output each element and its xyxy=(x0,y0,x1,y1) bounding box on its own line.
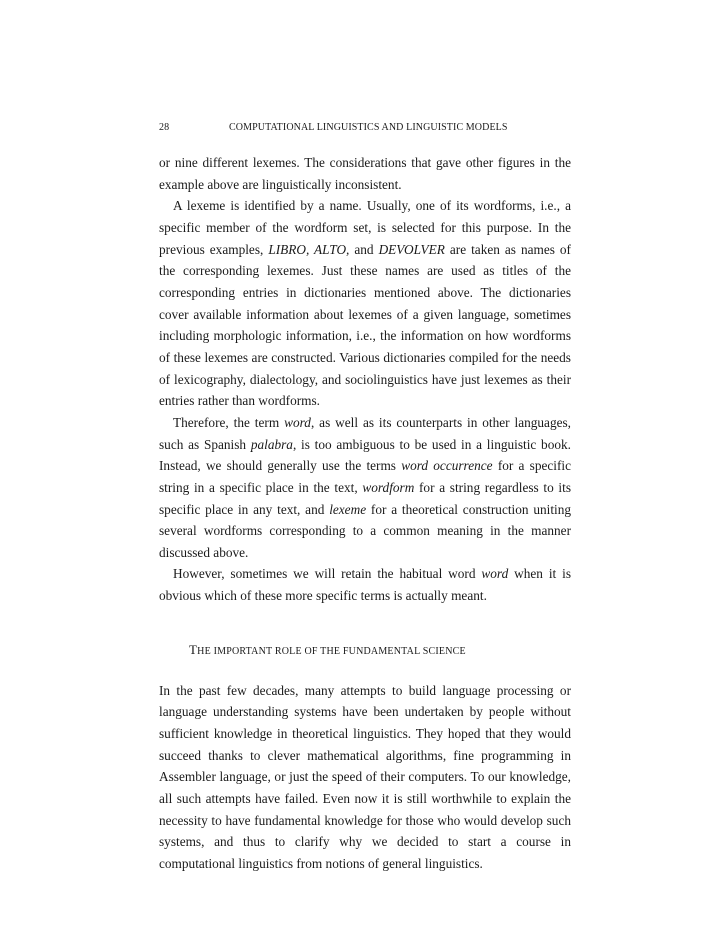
paragraph-3-text-1: Therefore, the term xyxy=(173,414,285,430)
paragraph-2-text-2: and xyxy=(349,241,379,257)
paragraph-3-emphasis-3: word occurrence xyxy=(401,458,493,474)
paragraph-3-text-2: , as well as its counterparts in other languages, such as Spanish xyxy=(159,414,571,452)
paragraph-3-emphasis-1: word xyxy=(284,414,311,430)
paragraph-4-text-1: However, sometimes we will retain the habitual word xyxy=(173,566,482,582)
book-page xyxy=(159,121,571,875)
section-heading-rest: HE IMPORTANT ROLE OF THE FUNDAMENTAL SCIENCE xyxy=(197,645,466,657)
paragraph-3-emphasis-4: wordform xyxy=(362,479,415,495)
running-head xyxy=(159,121,571,135)
paragraph-4-text-2: when it is obvious which of these more specific terms is actually meant. xyxy=(159,566,571,604)
paragraph-3-text-4: for a specific string in a specific place in the text, xyxy=(159,458,572,495)
paragraph-2-text-3: are taken as names of the corresponding lexemes. Just these names are used as titles of the corresponding entries in dictionaries mentioned above. The dictionaries cover available information about lexemes of a given language, sometimes including morphologic information, i.e., the information on how wordforms of these lexemes are constructed. Various dictionaries compiled for the needs of lexicography, dialectology, and sociolinguistics have just lexemes as their entries rather than wordforms. xyxy=(159,241,571,409)
paragraph-1: or nine different lexemes. The considerations that gave other figures in the example above are linguistically inconsistent. xyxy=(159,155,571,192)
paragraph-3 xyxy=(159,412,571,564)
paragraph-2-emphasis-2: DEVOLVER xyxy=(378,241,445,257)
paragraph-4 xyxy=(159,563,571,606)
paragraph-4-emphasis-1: word xyxy=(481,566,509,582)
paragraph-3-text-5: for a string regardless to its specific place in any text, and xyxy=(159,479,571,517)
paragraph-3-text-6: for a theoretical construction uniting several wordforms corresponding to a common meaning in the manner discussed above. xyxy=(159,501,572,560)
paragraph-2 xyxy=(159,195,571,412)
paragraph-2-text-1: A lexeme is identified by a name. Usually, one of its wordforms, i.e., a specific member of the wordform set, is selected for this purpose. In the previous examples, xyxy=(159,198,571,257)
running-head-title: COMPUTATIONAL LINGUISTICS AND LINGUISTIC MODELS xyxy=(229,122,508,133)
page-number: 28 xyxy=(159,122,170,133)
paragraph-3-text-3: , is too ambiguous to be used in a linguistic book. Instead, we should generally use the terms xyxy=(159,436,571,474)
section-body-text xyxy=(159,680,571,875)
paragraph-3-emphasis-5: lexeme xyxy=(329,501,367,517)
paragraph-3-emphasis-2: palabra xyxy=(250,436,293,452)
section-heading xyxy=(159,640,571,662)
paragraph-2-emphasis-1: LIBRO, ALTO, xyxy=(268,241,350,257)
paragraph-5: In the past few decades, many attempts to build language processing or language understanding systems have been undertaken by people without sufficient knowledge in theoretical linguistics. They hoped that they would succeed thanks to clever mathematical algorithms, fine programming in Assembler language, or just the speed of their computers. To our knowledge, all such attempts have failed. Even now it is still worthwhile to explain the necessity to have fundamental knowledge for those who would develop such systems, and thus to clarify why we decided to start a course in computational linguistics from notions of general linguistics. xyxy=(159,682,571,872)
section-heading-initial: T xyxy=(189,641,198,657)
body-text xyxy=(159,152,571,607)
